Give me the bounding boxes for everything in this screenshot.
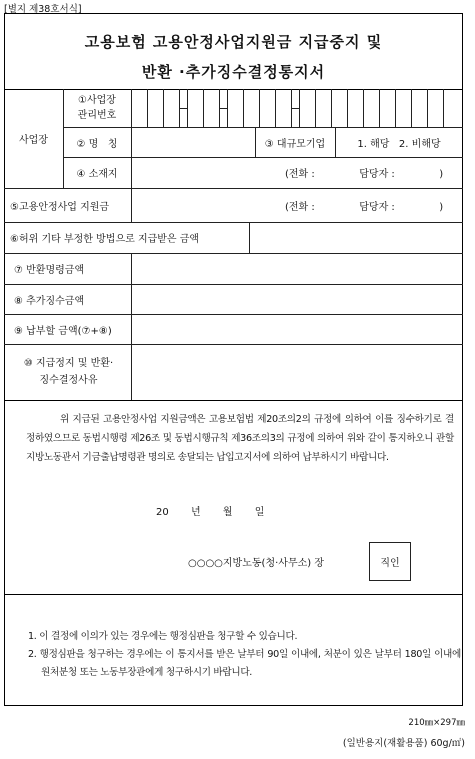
mgmt-box-divider: [187, 89, 188, 127]
fraud-amount-label: ⑥허위 기타 부정한 방법으로 지급받은 금액: [10, 234, 200, 245]
mgmt-box-divider: [443, 89, 444, 127]
mgmt-hyphen: [179, 108, 187, 109]
mgmt-box-divider: [395, 89, 396, 127]
mgmt-box-divider: [227, 89, 228, 127]
notice-paragraph: 위 지급된 고용안정사업 지원금액은 고용보험법 제20조의2의 규정에 의하여 이를 징수하기로 결정하였으므로 동법시행령 제26조 및 동법시행규칙 제36조의3의 규정에 의하여 위와 같이 통지하오니 관할 지방노동관서 기금출납명령관 명의로 송달되는 납입고지서에 의하여 납부하시기 바랍니다.: [26, 414, 454, 463]
name-label: ② 명 칭: [76, 138, 118, 150]
reason-label: ⑩ 지급정지 및 반환· 징수결정사유: [23, 358, 114, 386]
payable-amount-label: ⑨ 납부할 금액(⑦+⑧): [14, 325, 112, 337]
mgmt-box-divider: [243, 89, 244, 127]
mgmt-box-divider: [203, 89, 204, 127]
large-company-options[interactable]: 1. 해당 2. 비해당: [357, 138, 441, 150]
refund-amount-field[interactable]: [132, 254, 462, 283]
rule-reason: [4, 400, 463, 401]
rule-notice-end: [4, 594, 463, 595]
mgmt-box-divider: [315, 89, 316, 127]
extra-amount-field[interactable]: [132, 285, 462, 313]
official-seal-box: 직인: [369, 542, 411, 581]
fraud-amount-field[interactable]: [250, 223, 462, 252]
mgmt-box-divider: [363, 89, 364, 127]
paper-type: (일반용지(재활용품) 60g/㎡): [342, 738, 465, 749]
notice-date: 20 년 월 일: [156, 507, 265, 518]
large-company-label: ③ 대규모기업: [264, 138, 326, 150]
form-number: [별지 제38호서식]: [4, 4, 82, 15]
extra-amount-label: ⑧ 추가징수금액: [14, 295, 85, 307]
mgmt-number-label: ①사업장 관리번호: [77, 95, 117, 121]
mgmt-box-divider: [275, 89, 276, 127]
name-field[interactable]: [132, 128, 254, 156]
issuer-name: ○○○○지방노동(청·사무소) 장: [188, 557, 325, 569]
mgmt-box-divider: [411, 89, 412, 127]
footnote-1: 1. 이 결정에 이의가 있는 경우에는 행정심판을 청구할 수 있습니다.: [28, 631, 298, 642]
mgmt-box-divider: [379, 89, 380, 127]
address-label: ④ 소재지: [76, 169, 118, 180]
title-line-1: 고용보험 고용안정사업지원금 지급중지 및: [84, 32, 383, 51]
mgmt-box-divider: [299, 89, 300, 127]
mgmt-box-divider: [163, 89, 164, 127]
subsidy-phone-contact[interactable]: (전화 : 담당자 : ): [285, 201, 444, 213]
title-line-2: 반환 ·추가징수결정통지서: [141, 62, 326, 81]
paper-size: 210㎜×297㎜: [408, 718, 465, 728]
mgmt-hyphen: [291, 108, 299, 109]
footnote-2: 2. 행정심판을 청구하는 경우에는 이 통지서를 받은 날부터 90일 이내에, 처분이 있은 날부터 180일 이내에 원처분청 또는 노동부장관에게 청구하시기 바랍니다.: [28, 649, 461, 678]
payable-amount-field[interactable]: [132, 315, 462, 343]
subsidy-label: ⑤고용안정사업 지원금: [10, 201, 110, 213]
mgmt-box-divider: [331, 89, 332, 127]
mgmt-box-divider: [427, 89, 428, 127]
mgmt-hyphen: [219, 108, 227, 109]
address-phone-contact[interactable]: (전화 : 담당자 : ): [285, 169, 444, 180]
mgmt-box-divider: [347, 89, 348, 127]
business-label: 사업장: [19, 135, 48, 146]
mgmt-box-divider: [259, 89, 260, 127]
divider-subsidy: [131, 188, 132, 222]
mgmt-number-boxes[interactable]: [131, 89, 463, 127]
refund-amount-label: ⑦ 반환명령금액: [14, 265, 85, 276]
reason-field[interactable]: [132, 345, 462, 399]
mgmt-box-divider: [147, 89, 148, 127]
